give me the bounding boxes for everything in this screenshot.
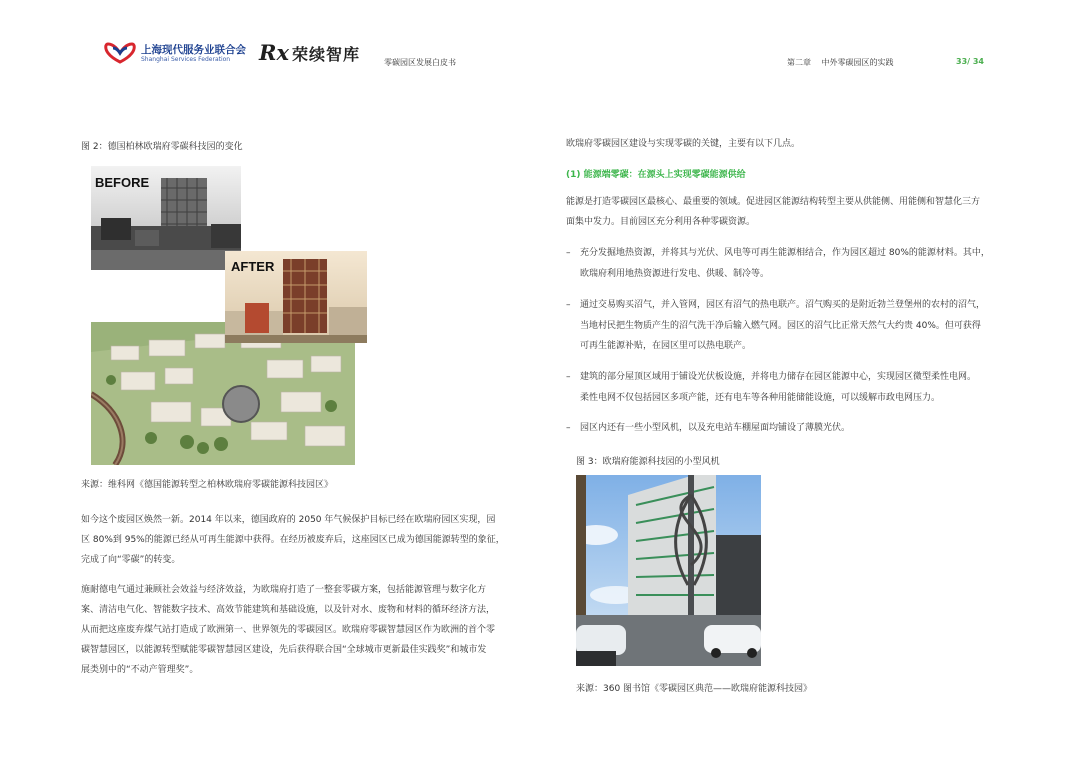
bullet-line: 欧瑞府利用地热资源进行发电、供暖、制冷等。 [580,268,770,279]
paragraph-line: 区 80%到 95%的能源已经从可再生能源中获得。在经历被废弃后，这座园区已成为德国能源转型的象征， [81,535,505,545]
figure3-source: 来源：360 图书馆《零碳园区典范——欧瑞府能源科技园》 [576,684,813,694]
page-number: 33/ 34 [956,57,984,66]
bullet-line: 建筑的部分屋顶区域用于铺设光伏板设施，并将电力储存在园区能源中心，实现园区微型柔性电网。 [580,372,977,382]
org-name-cn: 上海现代服务业联合会 [141,44,246,56]
section-heading-energy: (1) 能源端零碳：在源头上实现零碳能源供给 [566,170,746,180]
after-label: AFTER [231,259,275,274]
bullet-line: 可再生能源补贴，在园区里可以热电联产。 [580,341,752,351]
chapter-title: 第二章 中外零碳园区的实践 [787,58,894,67]
paragraph-schneider [81,580,521,680]
paragraph-line: 如今这个废园区焕然一新。2014 年以来，德国政府的 2050 年气候保护目标已经在欧瑞府园区实现，园 [81,515,496,525]
paragraph-line: 案、清洁电气化、智能数字技术、高效节能建筑和基础设施，以及针对水、废物和材料的循环经济方法， [81,605,496,615]
bullet-wind [566,418,850,439]
bullet-line: 园区内还有一些小型风机，以及充电站车棚屋面均铺设了薄膜光伏。 [580,423,851,433]
before-label: BEFORE [95,175,150,190]
document-title: 零碳园区发展白皮书 [384,58,456,67]
bullet-line: 当地村民把生物质产生的沼气洗干净后输入燃气网。园区的沼气比正常天然气大约贵 40%。但可获得 [580,320,981,331]
paragraph-energy [566,192,1006,232]
bullet-solar-grid [566,367,976,408]
rx-logo-mark: Rx [259,40,289,65]
bullet-dash: – [566,300,571,310]
figure2-source: 来源：维科网《德国能源转型之柏林欧瑞府零碳能源科技园区》 [81,480,334,490]
bullet-line: 柔性电网不仅包括园区多项产能，还有电车等各种用能储能设施，可以缓解市政电网压力。 [580,392,941,403]
wind-turbine-photo [576,475,761,666]
before-photo [91,166,241,270]
paragraph-line: 面集中发力。目前园区充分利用各种零碳资源。 [566,217,756,227]
bullet-dash: – [566,372,571,382]
rx-brand-name: 荣续智库 [292,45,361,64]
district-rendering-photo [91,322,355,465]
bullet-biogas [566,295,985,357]
after-photo [225,251,367,343]
paragraph-line: 从而把这座废弃煤气站打造成了欧洲第一、世界领先的零碳园区。欧瑞府零碳智慧园区作为欧洲的首个零 [81,625,496,635]
bullet-dash: – [566,423,571,433]
bullet-line: 通过交易购买沼气，并入管网，园区有沼气的热电联产。沼气购买的是附近勃兰登堡州的农村的沼气， [580,300,986,310]
bullet-dash: – [566,248,571,258]
paragraph-line: 展类别中的“不动产管理奖”。 [81,665,199,675]
figure2-caption: 图 2：德国柏林欧瑞府零碳科技园的变化 [81,142,243,152]
federation-logo-icon [104,40,136,66]
bullet-geothermal [566,243,990,284]
paragraph-transformation [81,510,521,570]
paragraph-line: 完成了向“零碳”的转变。 [81,555,181,565]
paragraph-line: 能源是打造零碳园区最核心、最重要的领域。促进园区能源结构转型主要从供能侧、用能侧和智慧化三方 [566,197,981,207]
section-intro: 欧瑞府零碳园区建设与实现零碳的关键，主要有以下几点。 [566,139,801,149]
bullet-line: 充分发掘地热资源，并将其与光伏、风电等可再生能源相结合，作为园区超过 80%的能源材料。其中， [580,248,990,258]
org-name-en: Shanghai Services Federation [141,56,231,63]
paragraph-line: 施耐德电气通过兼顾社会效益与经济效益，为欧瑞府打造了一整套零碳方案，包括能源管理与数字化方 [81,585,487,595]
figure3-caption: 图 3：欧瑞府能源科技园的小型风机 [576,457,720,467]
paragraph-line: 碳智慧园区，以能源转型赋能零碳智慧园区建设，先后获得联合国“全球城市更新最佳实践奖”和城市发 [81,645,487,655]
